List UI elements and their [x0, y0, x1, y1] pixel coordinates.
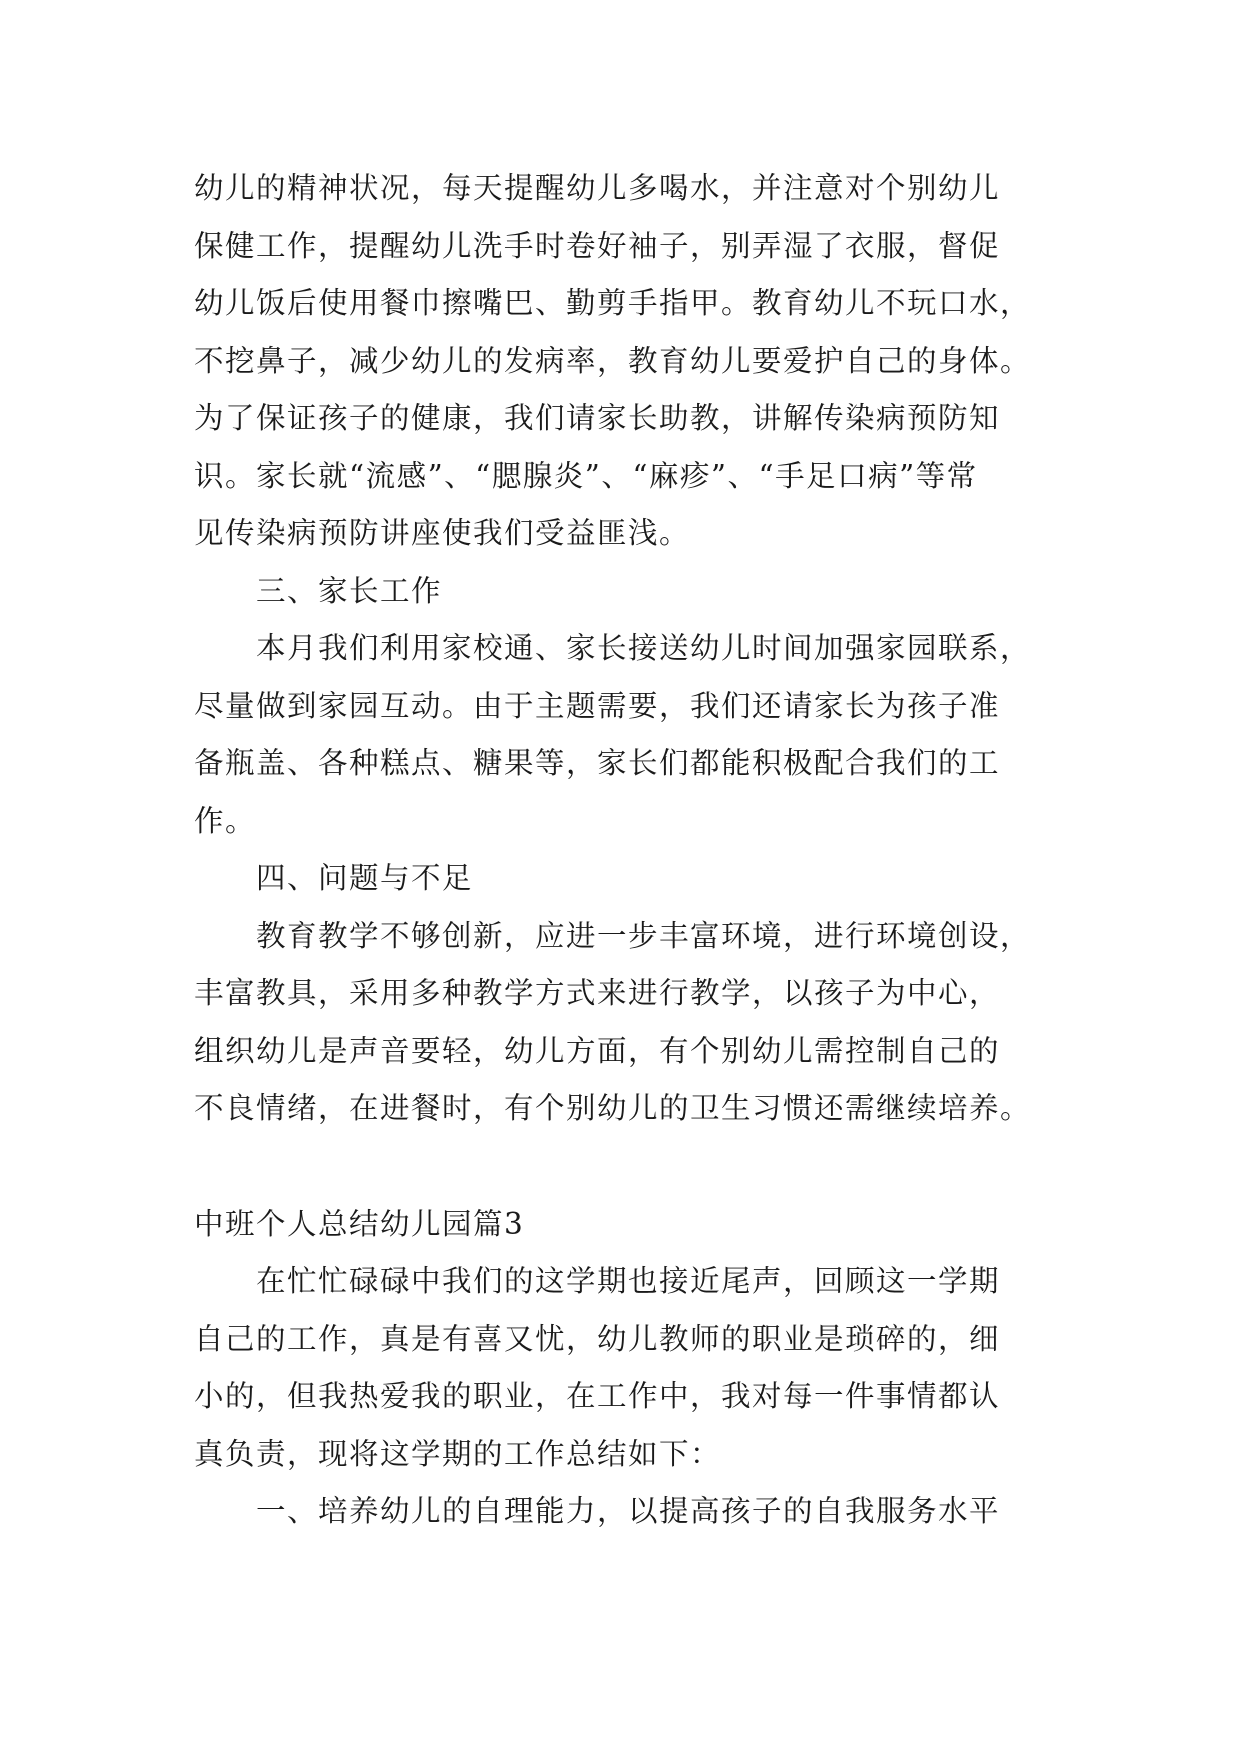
body-line: 小的，但我热爱我的职业，在工作中，我对每一件事情都认 — [194, 1379, 1001, 1413]
body-line: 本月我们利用家校通、家长接送幼儿时间加强家园联系， — [256, 631, 1032, 665]
body-line: 一、培养幼儿的自理能力，以提高孩子的自我服务水平 — [256, 1494, 1001, 1528]
body-line: 不挖鼻子，减少幼儿的发病率，教育幼儿要爱护自己的身体。 — [194, 343, 1032, 378]
body-line: 见传染病预防讲座使我们受益匪浅。 — [194, 516, 691, 550]
body-line: 不良情绪，在进餐时，有个别幼儿的卫生习惯还需继续培养。 — [194, 1091, 1032, 1125]
heading-parent-work: 三、家长工作 — [256, 573, 443, 608]
body-line: 尽量做到家园互动。由于主题需要，我们还请家长为孩子准 — [194, 688, 1001, 723]
body-line: 识。家长就“流感”、“腮腺炎”、“麻疹”、“手足口病”等常 — [194, 458, 978, 493]
body-line: 组织幼儿是声音要轻，幼儿方面，有个别幼儿需控制自己的 — [194, 1033, 1001, 1068]
body-line: 真负责，现将这学期的工作总结如下： — [194, 1436, 722, 1471]
document-body — [194, 160, 1066, 1541]
body-line: 在忙忙碌碌中我们的这学期也接近尾声，回顾这一学期 — [256, 1264, 1001, 1298]
body-line: 备瓶盖、各种糕点、糖果等，家长们都能积极配合我们的工 — [194, 746, 1001, 780]
heading-problems: 四、问题与不足 — [256, 861, 474, 895]
body-line: 教育教学不够创新，应进一步丰富环境，进行环境创设， — [256, 918, 1032, 953]
body-line: 幼儿饭后使用餐巾擦嘴巴、勤剪手指甲。教育幼儿不玩口水， — [194, 286, 1032, 320]
body-line: 自己的工作，真是有喜又忧，幼儿教师的职业是琐碎的，细 — [194, 1321, 1001, 1356]
body-line: 作。 — [194, 803, 257, 838]
body-line: 为了保证孩子的健康，我们请家长助教，讲解传染病预防知 — [194, 401, 1001, 435]
body-line: 丰富教具，采用多种教学方式来进行教学，以孩子为中心， — [194, 976, 1001, 1010]
section-spacer — [194, 1138, 1066, 1196]
body-line: 幼儿的精神状况，每天提醒幼儿多喝水，并注意对个别幼儿 — [194, 171, 1001, 205]
body-line: 保健工作，提醒幼儿洗手时卷好袖子，别弄湿了衣服，督促 — [194, 228, 1001, 263]
section-title: 中班个人总结幼儿园篇3 — [194, 1206, 525, 1241]
